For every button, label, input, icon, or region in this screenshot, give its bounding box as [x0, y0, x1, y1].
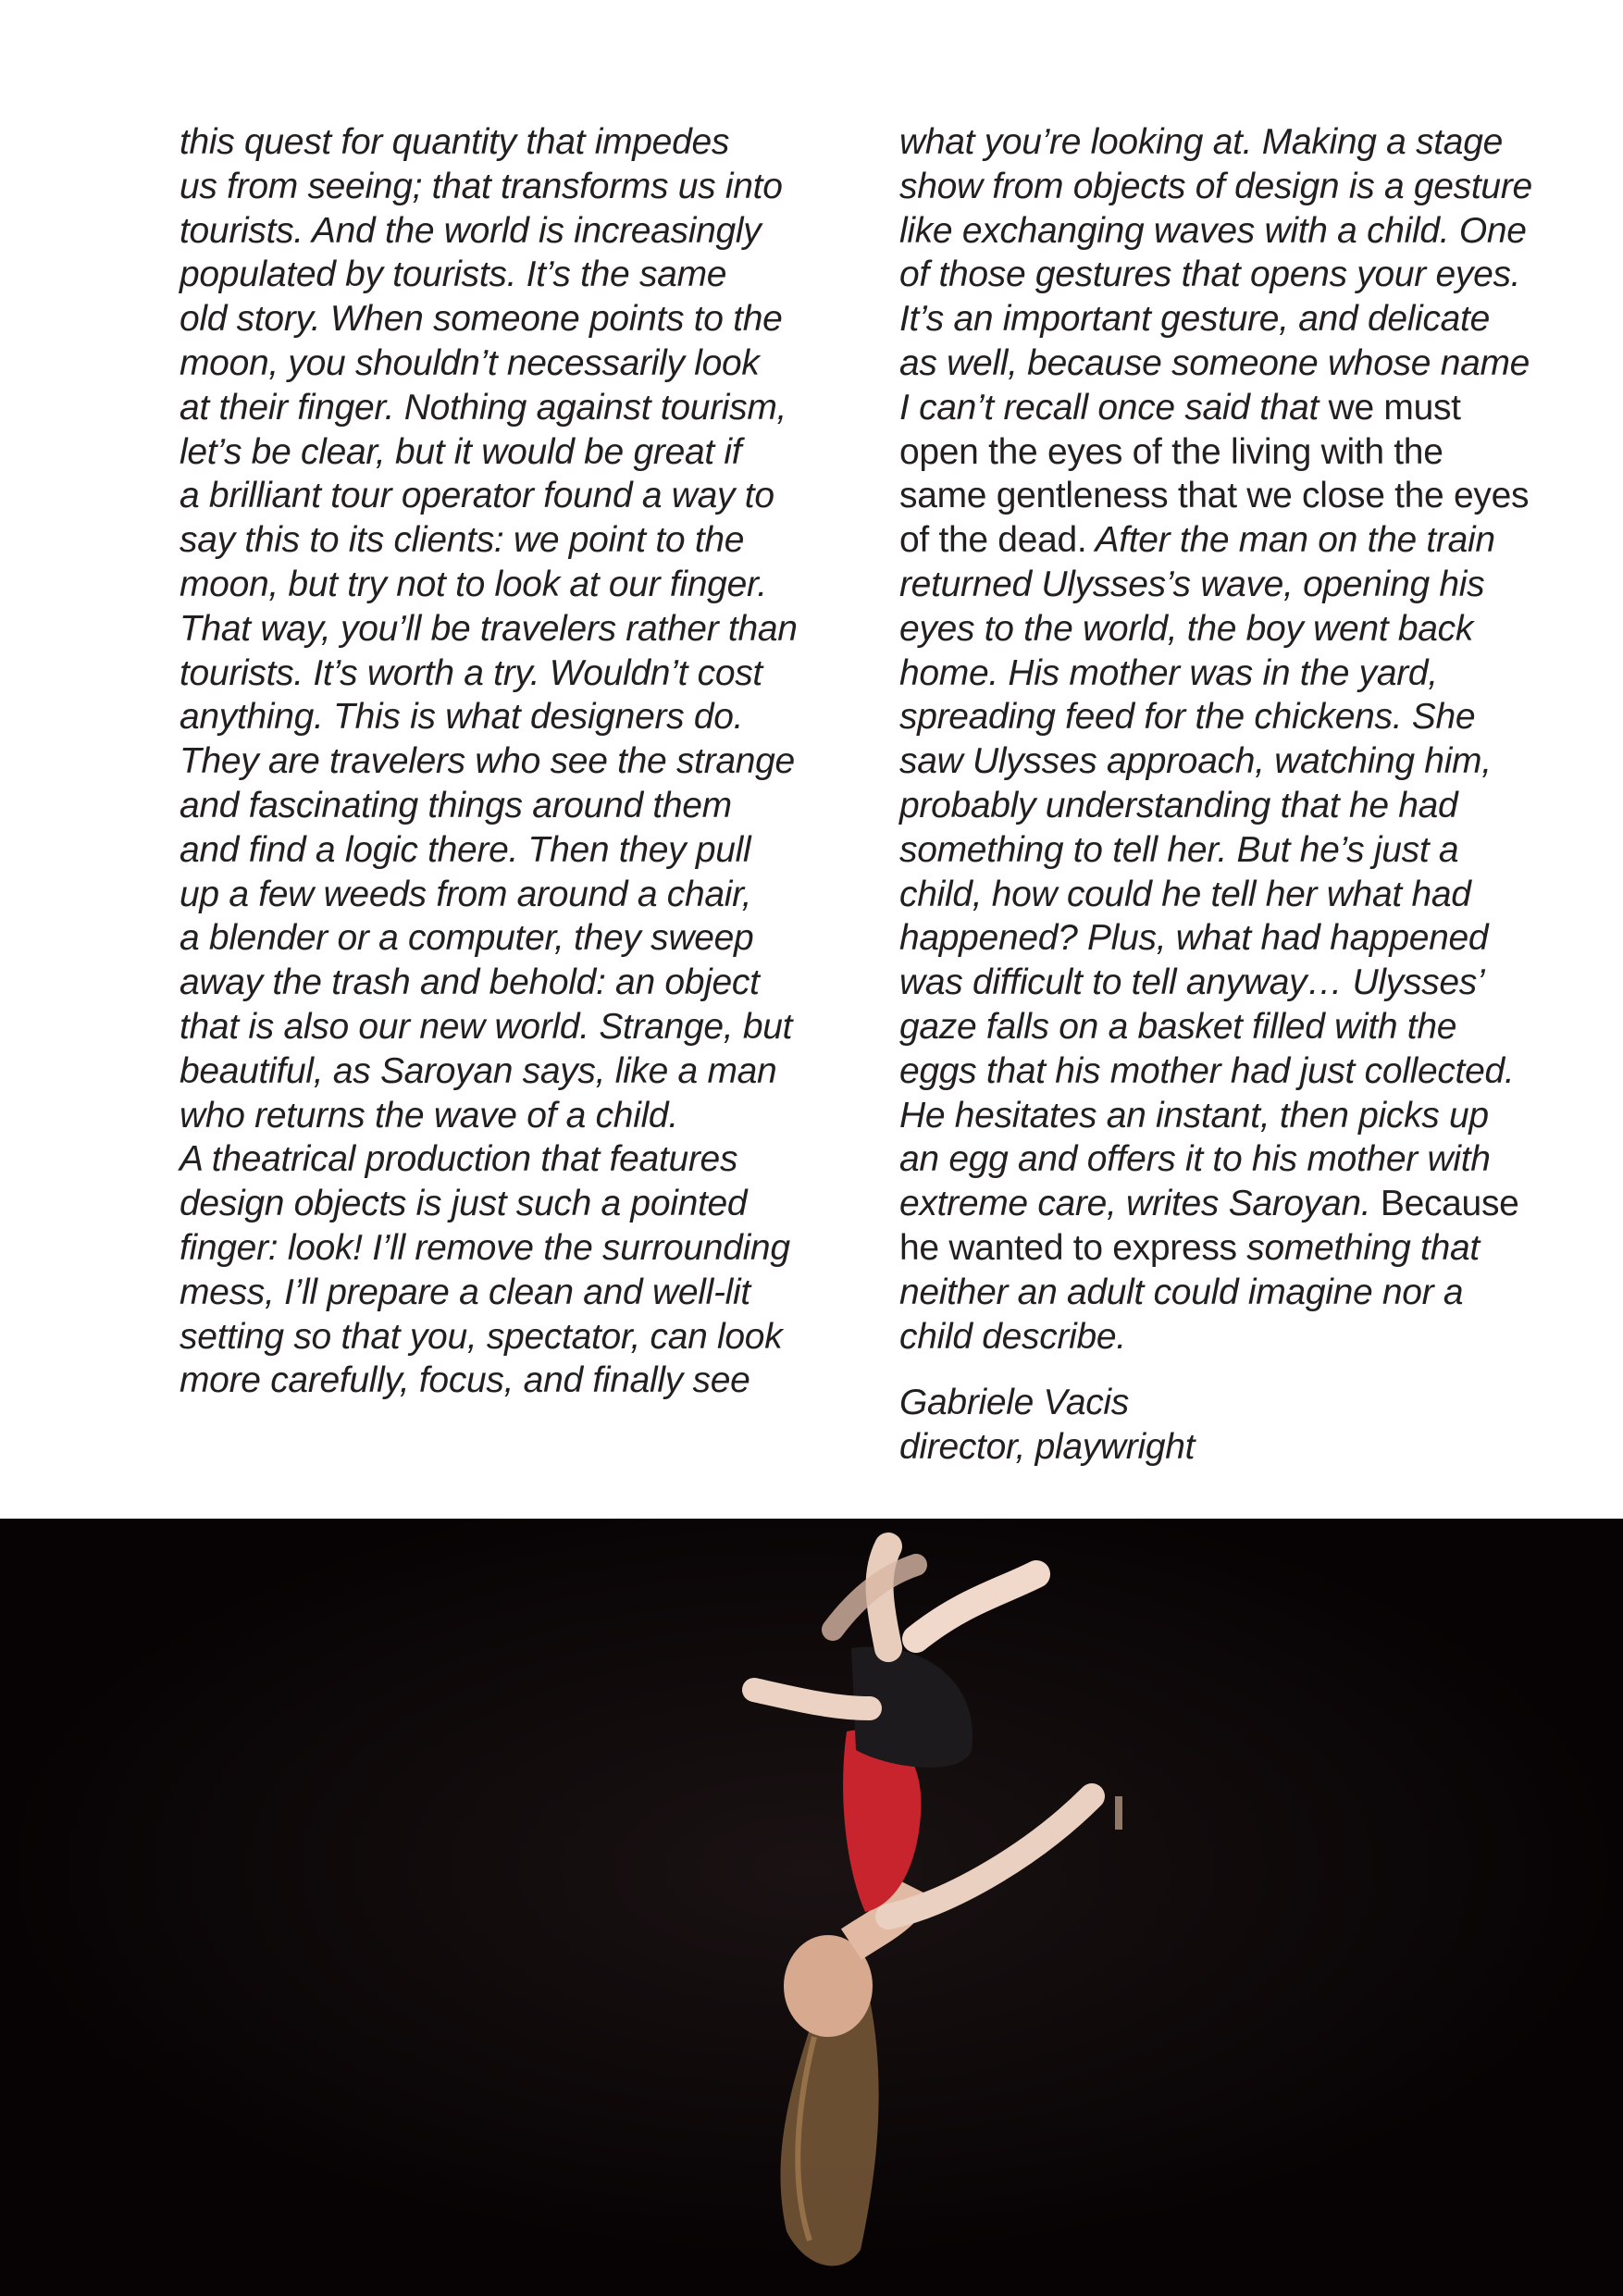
right-text-column [899, 120, 1547, 1470]
text-line: beautiful, as Saroyan says, like a man [180, 1050, 777, 1091]
text-line [899, 828, 1547, 873]
italic-text: saw Ulysses approach, watching him, [899, 741, 1492, 782]
italic-text: like exchanging waves with a child. One [899, 210, 1527, 251]
author-name: Gabriele Vacis [899, 1383, 1129, 1423]
text-line: more carefully, focus, and finally see [180, 1360, 750, 1401]
text-line: moon, you shouldn’t necessarily look [180, 342, 760, 383]
italic-text: extreme care, writes Saroyan. [899, 1184, 1371, 1224]
signature [899, 1381, 1547, 1470]
italic-text: child, how could he tell her what had [899, 874, 1471, 914]
italic-text: an egg and offers it to his mother with [899, 1139, 1491, 1180]
text-line: tourists. It’s worth a try. Wouldn’t cost [180, 652, 762, 693]
text-line: setting so that you, spectator, can look [180, 1316, 783, 1357]
italic-text: gaze falls on a basket filled with the [899, 1006, 1457, 1047]
italic-text: I can’t recall once said that [899, 387, 1319, 428]
text-line [899, 209, 1547, 254]
text-line [899, 961, 1547, 1005]
text-line: That way, you’ll be travelers rather than [180, 608, 798, 649]
text-line [899, 607, 1547, 652]
text-line [899, 1094, 1547, 1138]
upside-down-performer-image [0, 1519, 1623, 2296]
upright-text: he wanted to express [899, 1227, 1237, 1268]
text-line: this quest for quantity that impedes [180, 122, 730, 162]
italic-text: happened? Plus, what had happened [899, 918, 1489, 959]
upright-text: same gentleness that we close the eyes [899, 476, 1530, 516]
italic-text: something that [1236, 1227, 1480, 1268]
text-line [899, 784, 1547, 828]
text-line [899, 695, 1547, 739]
text-line [899, 652, 1547, 696]
text-line: mess, I’ll prepare a clean and well-lit [180, 1272, 750, 1312]
text-line [899, 1226, 1547, 1271]
italic-text: It’s an important gesture, and delicate [899, 299, 1490, 340]
italic-text: home. His mother was in the yard, [899, 652, 1438, 693]
text-line [899, 165, 1547, 209]
text-line: at their finger. Nothing against tourism, [180, 387, 787, 428]
text-line [899, 1137, 1547, 1182]
text-line: that is also our new world. Strange, but [180, 1006, 793, 1047]
text-line: populated by tourists. It’s the same [180, 254, 727, 295]
left-text-column [180, 120, 827, 1403]
italic-text: returned Ulysses’s wave, opening his [899, 564, 1485, 604]
text-line [899, 1271, 1547, 1315]
text-line: away the trash and behold: an object [180, 962, 760, 1003]
text-line [899, 739, 1547, 784]
text-line [899, 916, 1547, 961]
text-line: a blender or a computer, they sweep [180, 918, 754, 959]
text-line: They are travelers who see the strange [180, 741, 795, 782]
author-role: director, playwright [899, 1427, 1196, 1468]
text-line: say this to its clients: we point to the [180, 520, 745, 561]
italic-text: child describe. [899, 1316, 1126, 1357]
text-line [899, 430, 1547, 475]
italic-text: of those gestures that opens your eyes. [899, 254, 1521, 295]
text-line [899, 120, 1547, 165]
text-line: design objects is just such a pointed [180, 1184, 748, 1224]
upright-text: we must [1319, 387, 1461, 428]
italic-text: what you’re looking at. Making a stage [899, 122, 1503, 162]
text-line [899, 341, 1547, 386]
text-line [899, 1182, 1547, 1226]
text-line: old story. When someone points to the [180, 299, 783, 340]
text-line [899, 297, 1547, 341]
text-line: and find a logic there. Then they pull [180, 829, 751, 870]
upright-text: open the eyes of the living with the [899, 431, 1443, 472]
text-line [899, 563, 1547, 607]
upright-text: Because [1370, 1184, 1519, 1224]
text-line: finger: look! I’ll remove the surrounding [180, 1227, 790, 1268]
text-line [899, 1005, 1547, 1049]
italic-text: eggs that his mother had just collected. [899, 1050, 1515, 1091]
text-line [899, 873, 1547, 917]
text-line [899, 253, 1547, 297]
text-line: us from seeing; that transforms us into [180, 166, 783, 206]
italic-text: eyes to the world, the boy went back [899, 608, 1474, 649]
text-line: up a few weeds from around a chair, [180, 874, 752, 914]
upright-text: of the dead. [899, 520, 1087, 561]
text-line: a brilliant tour operator found a way to [180, 476, 774, 516]
italic-text: After the man on the train [1086, 520, 1495, 561]
italic-text: He hesitates an instant, then picks up [899, 1095, 1489, 1136]
text-line [899, 1315, 1547, 1359]
italic-text: neither an adult could imagine nor a [899, 1272, 1464, 1312]
text-line [899, 518, 1547, 563]
italic-text: probably understanding that he had [899, 785, 1458, 825]
text-line: moon, but try not to look at our finger. [180, 564, 767, 604]
italic-text: as well, because someone whose name [899, 342, 1530, 383]
text-line: A theatrical production that features [180, 1139, 738, 1180]
italic-text: spreading feed for the chickens. She [899, 697, 1476, 738]
italic-text: something to tell her. But he’s just a [899, 829, 1459, 870]
text-line: let’s be clear, but it would be great if [180, 431, 742, 472]
text-line [899, 386, 1547, 430]
text-line [899, 474, 1547, 518]
performer-photo [0, 1519, 1623, 2296]
text-line: and fascinating things around them [180, 785, 732, 825]
italic-text: was difficult to tell anyway… Ulysses’ [899, 962, 1485, 1003]
text-line: who returns the wave of a child. [180, 1095, 678, 1136]
text-line: tourists. And the world is increasingly [180, 210, 762, 251]
text-line [899, 1049, 1547, 1094]
italic-text: show from objects of design is a gesture [899, 166, 1532, 206]
text-line: anything. This is what designers do. [180, 697, 744, 738]
